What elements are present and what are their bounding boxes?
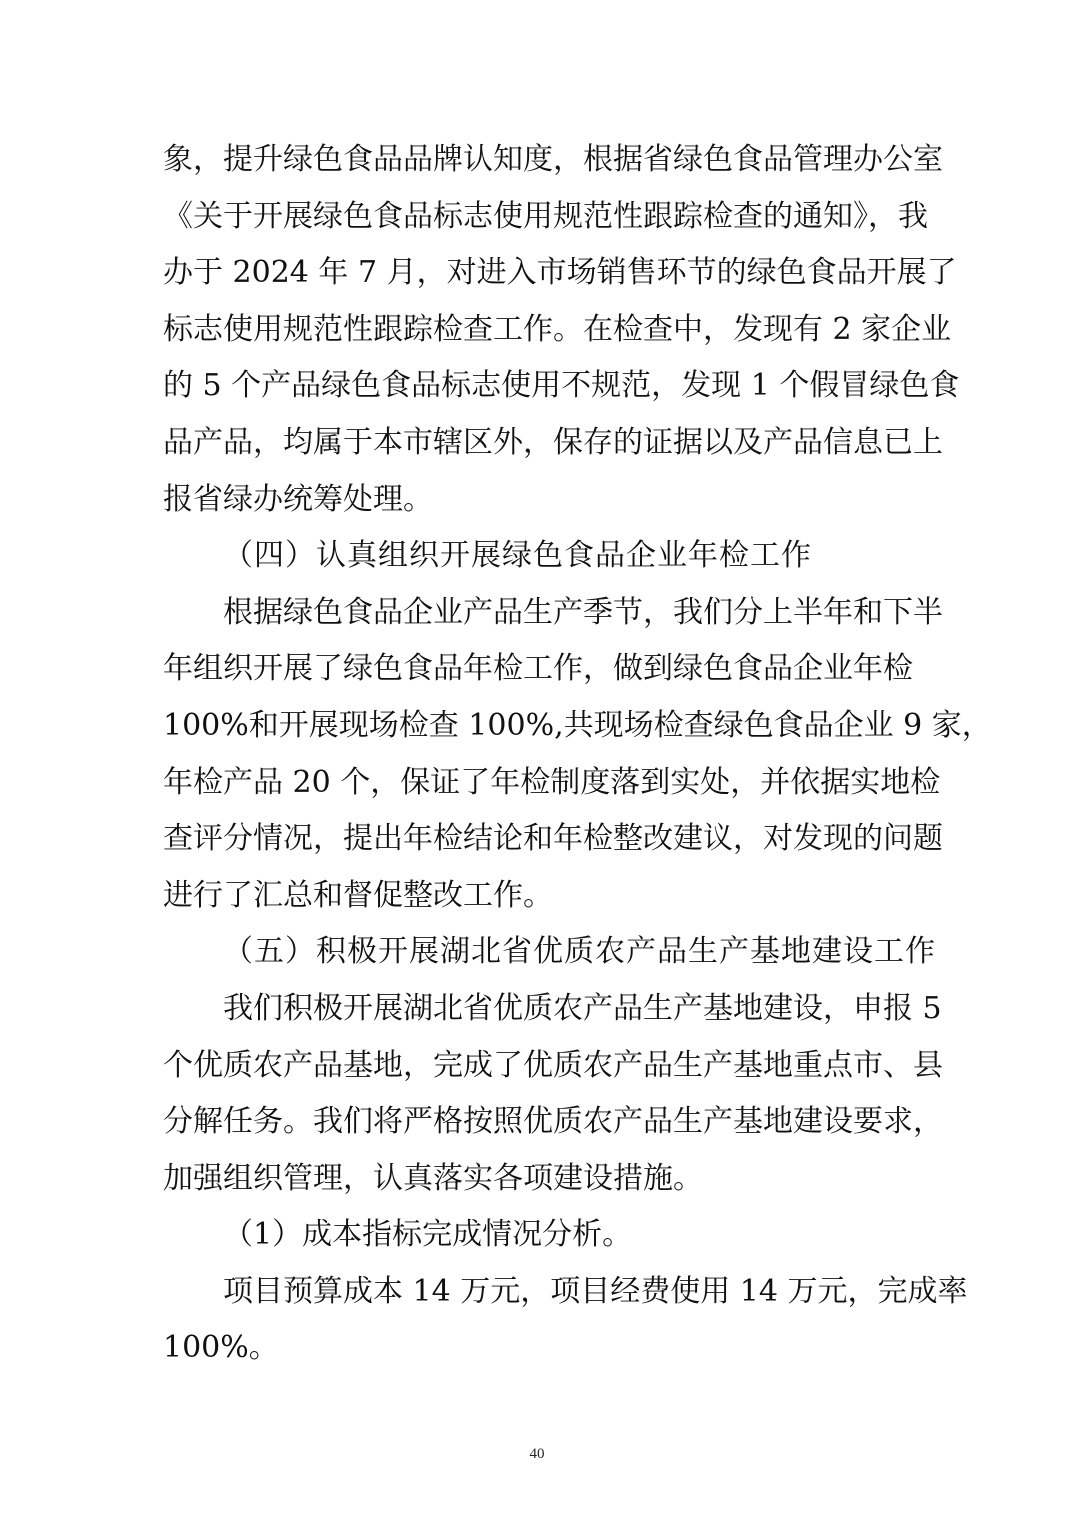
text-line: 报省绿办统筹处理。 [163, 481, 433, 517]
text-line: 年组织开展了绿色食品年检工作，做到绿色食品企业年检 [163, 651, 913, 687]
section-heading: （五）积极开展湖北省优质农产品生产基地建设工作 [223, 934, 936, 970]
text-line: 办于 2024 年 7 月，对进入市场销售环节的绿色食品开展了 [163, 255, 957, 291]
page-number: 40 [529, 1446, 545, 1462]
text-line: 根据绿色食品企业产品生产季节，我们分上半年和下半 [223, 594, 943, 630]
text-line: 年检产品 20 个，保证了年检制度落到实处，并依据实地检 [163, 764, 941, 800]
text-line: 个优质农产品基地，完成了优质农产品生产基地重点市、县 [163, 1047, 943, 1083]
section-heading: （四）认真组织开展绿色食品企业年检工作 [223, 538, 812, 574]
text-line: 我们积极开展湖北省优质农产品生产基地建设，申报 5 [223, 990, 942, 1026]
text-line: 象，提升绿色食品品牌认知度，根据省绿色食品管理办公室 [163, 142, 943, 177]
text-line: （1）成本指标完成情况分析。 [223, 1217, 633, 1253]
text-line: 分解任务。我们将严格按照优质农产品生产基地建设要求， [163, 1104, 943, 1140]
text-line: 查评分情况，提出年检结论和年检整改建议，对发现的问题 [163, 821, 943, 857]
text-line: 的 5 个产品绿色食品标志使用不规范，发现 1 个假冒绿色食 [163, 368, 960, 404]
text-line: 100%。 [163, 1330, 279, 1366]
text-line: 《关于开展绿色食品标志使用规范性跟踪检查的通知》，我 [163, 198, 928, 234]
body-text [163, 132, 992, 1377]
text-line: 项目预算成本 14 万元，项目经费使用 14 万元，完成率 [223, 1273, 968, 1309]
text-line: 进行了汇总和督促整改工作。 [163, 877, 553, 913]
text-line: 标志使用规范性跟踪检查工作。在检查中，发现有 2 家企业 [163, 311, 952, 347]
text-line: 加强组织管理，认真落实各项建设措施。 [163, 1160, 703, 1196]
text-line: 100%和开展现场检查 100%,共现场检查绿色食品企业 9 家， [163, 707, 992, 743]
text-line: 品产品，均属于本市辖区外，保存的证据以及产品信息已上 [163, 424, 943, 460]
